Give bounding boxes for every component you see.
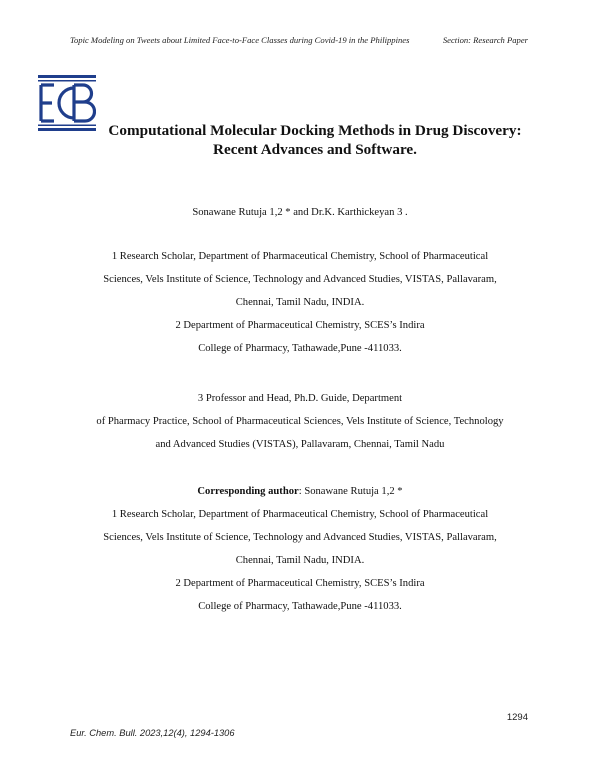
affiliation-line: 1 Research Scholar, Department of Pharmaceutical Chemistry, School of Pharmaceutical (111, 251, 489, 262)
affiliation-line: and Advanced Studies (VISTAS), Pallavaram, Chennai, Tamil Nadu (155, 439, 445, 450)
affiliation-line: Chennai, Tamil Nadu, INDIA. (235, 555, 365, 566)
affiliation-line: 2 Department of Pharmaceutical Chemistry, SCES’s Indira (175, 578, 425, 589)
paper-title-line-2: Recent Advances and Software. (213, 141, 417, 158)
section-label: Section: Research Paper (442, 35, 528, 45)
affiliation-line: Sciences, Vels Institute of Science, Technology and Advanced Studies, VISTAS, Pallavaram, (103, 274, 497, 285)
affiliation-line: Sciences, Vels Institute of Science, Technology and Advanced Studies, VISTAS, Pallavaram, (103, 532, 497, 543)
affiliation-line: Chennai, Tamil Nadu, INDIA. (235, 297, 365, 308)
journal-citation: Eur. Chem. Bull. 2023,12(4), 1294-1306 (70, 728, 235, 738)
paper-title-line-1: Computational Molecular Docking Methods in Drug Discovery: (108, 122, 522, 139)
affiliation-line: 1 Research Scholar, Department of Pharmaceutical Chemistry, School of Pharmaceutical (111, 509, 489, 520)
running-header (70, 35, 528, 45)
affiliation-3 (0, 387, 600, 456)
page-number: 1294 (506, 712, 528, 723)
affiliation-line: of Pharmacy Practice, School of Pharmaceutical Sciences, Vels Institute of Science, Technology (96, 416, 504, 427)
corresponding-author-name: : Sonawane Rutuja 1,2 * (298, 486, 403, 497)
authors (0, 201, 600, 224)
affiliation-line: 2 Department of Pharmaceutical Chemistry, SCES’s Indira (175, 320, 425, 331)
running-title: Topic Modeling on Tweets about Limited Face-to-Face Classes during Covid-19 in the Philippines (70, 35, 410, 45)
corresponding-author (0, 480, 600, 618)
affiliation-line: 3 Professor and Head, Ph.D. Guide, Department (197, 393, 403, 404)
corresponding-author-line (0, 480, 600, 503)
paper-title (90, 121, 540, 159)
affiliation-line: College of Pharmacy, Tathawade,Pune -411033. (198, 601, 402, 612)
affiliation-1-2 (0, 245, 600, 360)
corresponding-author-label: Corresponding author (197, 486, 299, 497)
affiliation-line: College of Pharmacy, Tathawade,Pune -411033. (198, 343, 402, 354)
author-list: Sonawane Rutuja 1,2 * and Dr.K. Karthickeyan 3 . (192, 207, 408, 218)
journal-logo (38, 75, 96, 131)
